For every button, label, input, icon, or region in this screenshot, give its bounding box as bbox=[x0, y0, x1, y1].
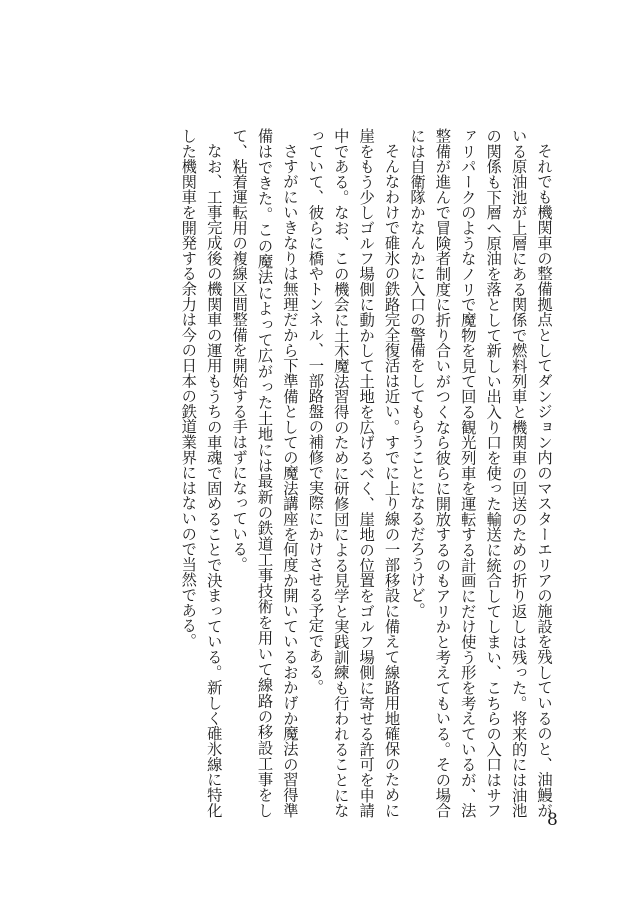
paragraph-4: なお、工事完成後の機関車の運用もうちの車魂で固めることで決まっている。新しく碓氷線に特化した機関車を開発する余力は今の日本の鉄道業界にはないので当然である。 bbox=[179, 128, 223, 818]
paragraph-3: さすがにいきなりは無理だから下準備としての魔法講座を何度か開いているおかげか魔法の習得準備はできた。この魔法によって広がった土地には最新の鉄道工事技術を用いて線路の移設工事をして、粘着運転用の複線区間整備を開始する手はずになっている。 bbox=[230, 128, 299, 818]
paragraph-2: そんなわけで碓氷の鉄路完全復活は近い。すでに上り線の一部移設に備えて線路用地確保のために崖をもう少しゴルフ場側に動かして土地を広げるべく、崖地の位置をゴルフ場側に寄せる許可を申請中である。なお、この機会に土木魔法習得のために研修団による見学と実践訓練も行われることになっていて、彼らに橋やトンネル、一部路盤の補修で実際にかけさせる予定である。 bbox=[306, 128, 401, 818]
body-text bbox=[175, 128, 556, 818]
page-number: 8 bbox=[547, 810, 558, 830]
paragraph-1: それでも機関車の整備拠点としてダンジョン内のマスターエリアの施設を残しているのと、油鰻がいる原油池が上層にある関係で燃料列車と機関車の回送のための折り返しは残った。将来的には油池の関係も下層へ原油を落として新しい出入り口を使った輸送に統合してしまい、こちらの入口はサファリパークのようなノリで魔物を見て回る観光列車を運転する計画にだけ使う形を考えているが、法整備が進んで冒険者制度に折り合いがつくなら彼らに開放するのもアリかと考えてもいる。その場合には自衛隊かなんかに入口の警備をしてもらうことになるだろうけど。 bbox=[407, 128, 553, 818]
